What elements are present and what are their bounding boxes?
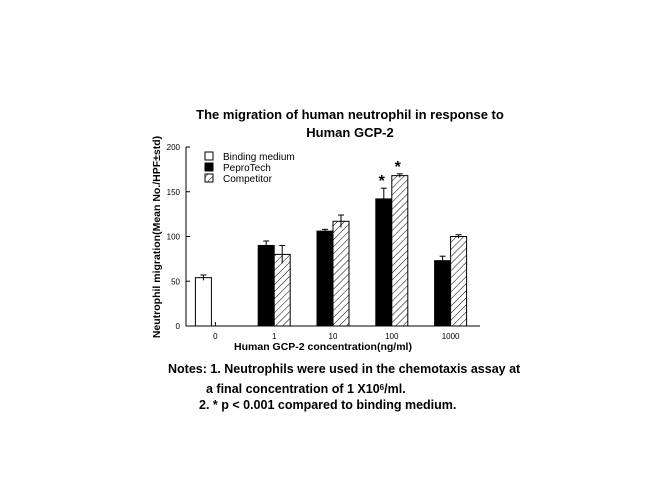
bar-competitor [451,237,467,327]
y-tick-label: 0 [175,322,180,331]
bar-peprotech [258,245,274,326]
legend-label: Competitor [223,174,272,185]
bar-competitor [274,254,290,326]
note-2-unit: /ml. [384,382,406,396]
note-2-significance: 2. * p < 0.001 compared to binding medium. [199,398,457,412]
x-axis-label: Human GCP-2 concentration(ng/ml) [234,341,412,353]
y-tick-label: 100 [166,232,180,242]
bar-binding-medium [195,278,211,326]
bar-peprotech [376,199,392,326]
x-tick-label: 1 [271,332,277,341]
legend-label: PeproTech [223,163,271,174]
x-tick-label: 10 [328,332,338,341]
bar-peprotech [317,231,333,326]
note-2-text: a final concentration of 1 X10 [206,382,380,396]
legend-swatch [205,152,213,160]
y-tick-label: 150 [166,187,180,197]
chart-title-line-1: The migration of human neutrophil in response to [196,107,504,122]
chart-title-line-2: Human GCP-2 [306,125,394,140]
note-2 [206,382,406,396]
significance-marker: * [394,158,401,176]
legend-swatch [205,174,213,182]
note-1: Notes: 1. Neutrophils were used in the chemotaxis assay at [168,362,521,376]
legend-swatch [205,163,213,171]
y-tick-label: 50 [171,277,180,287]
legend-label: Binding medium [223,152,295,163]
plot-area [167,143,480,341]
x-tick-label: 1000 [441,332,460,341]
x-tick-label: 0 [213,332,218,341]
bar-peprotech [435,261,451,326]
significance-marker: * [378,173,385,191]
note-2-exponent: 6 [379,383,385,392]
y-axis-label: Neutrophil migration(Mean No./HPF±std) [151,135,163,339]
bar-competitor [333,221,349,326]
x-tick-label: 100 [385,332,399,341]
y-tick-label: 200 [166,143,180,152]
bar-competitor [392,176,408,326]
